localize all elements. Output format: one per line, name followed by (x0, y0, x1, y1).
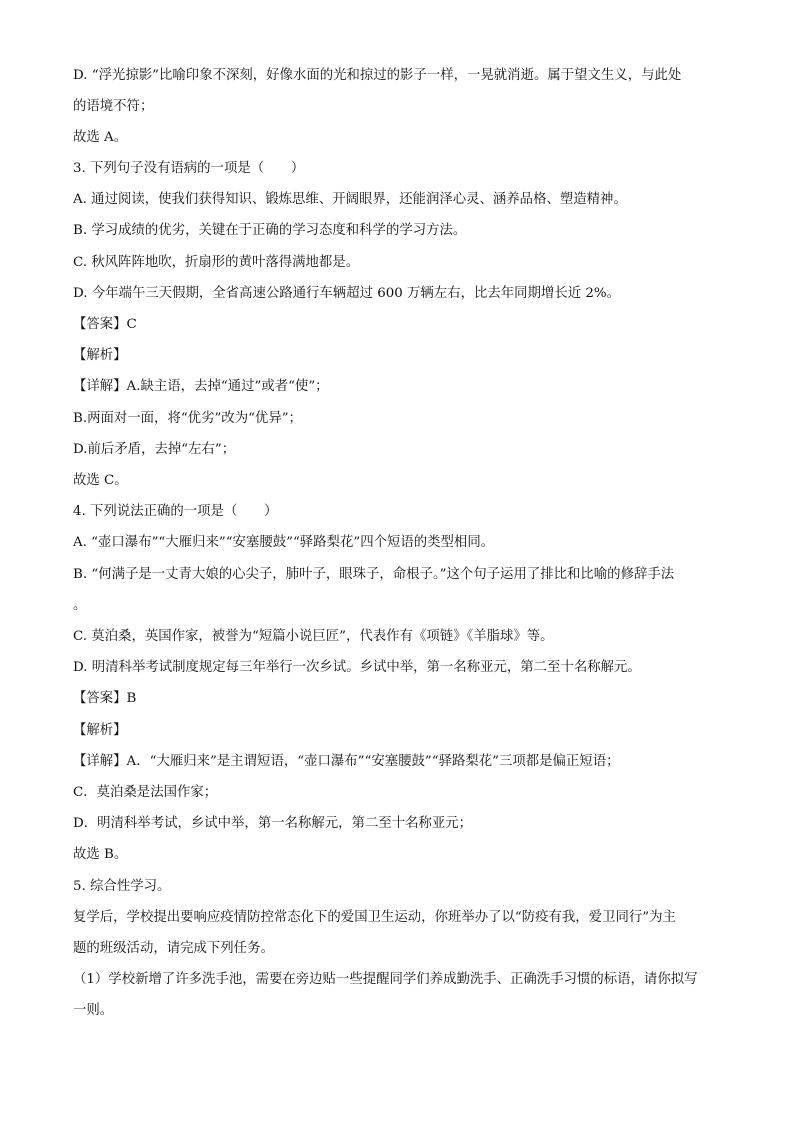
question-3-stem: 3. 下列句子没有语病的一项是（ ） (73, 161, 305, 176)
question-3-option-c: C. 秋风阵阵地吹，折扇形的黄叶落得满地都是。 (73, 255, 360, 270)
question-5-task-1-end: 一则。 (73, 1003, 114, 1018)
question-4-option-b: B. “何满子是一丈青大娘的心尖子，肺叶子，眼珠子，命根子。”这个句子运用了排比和比喻的修辞手法 (73, 567, 675, 582)
question-5-context: 复学后，学校提出要响应疫情防控常态化下的爱国卫生运动，你班举办了以“防疫有我，爱卫同行”为主 (73, 910, 676, 925)
line-d-fuguang: D. “浮光掠影”比喻印象不深刻，好像水面的光和掠过的影子一样，一晃就消逝。属于望文生义，与此处 (73, 68, 682, 83)
question-3-option-b: B. 学习成绩的优劣，关键在于正确的学习态度和科学的学习方法。 (73, 223, 467, 238)
conclusion-4: 故选 B。 (73, 847, 128, 862)
detail-3-d: D.前后矛盾，去掉“左右”； (73, 442, 236, 457)
analysis-tag-3: 【解析】 (73, 348, 127, 363)
question-4-option-a: A. “壶口瀑布”“大雁归来”“安塞腰鼓”“驿路梨花”四个短语的类型相同。 (73, 535, 495, 550)
question-3-option-a: A. 通过阅读，使我们获得知识、锻炼思维、开阔眼界，还能润泽心灵、涵养品格、塑造精神。 (73, 192, 627, 207)
question-4-option-c: C. 莫泊桑，英国作家，被誉为“短篇小说巨匠”，代表作有《项链》《羊脂球》等。 (73, 629, 554, 644)
detail-3-a: 【详解】A.缺主语，去掉“通过”或者“使”； (73, 379, 329, 394)
question-5-title: 5. 综合性学习。 (73, 879, 171, 894)
question-4-option-d: D. 明清科举考试制度规定每三年举行一次乡试。乡试中举，第一名称亚元，第二至十名称解元。 (73, 660, 641, 675)
detail-3-b: B.两面对一面，将“优劣”改为“优异”； (73, 411, 302, 426)
question-5-task-1: （1）学校新增了许多洗手池，需要在旁边贴一些提醒同学们养成勤洗手、正确洗手习惯的标语，请你拟写 (73, 972, 698, 987)
analysis-tag-4: 【解析】 (73, 723, 127, 738)
line-d-continued: 的语境不符； (73, 99, 154, 114)
answer-tag-4: 【答案】B (73, 691, 137, 706)
question-4-stem: 4. 下列说法正确的一项是（ ） (73, 504, 278, 519)
question-3-option-d: D. 今年端午三天假期，全省高速公路通行车辆超过 600 万辆左右，比去年同期增长近 2%。 (73, 286, 621, 301)
detail-4-a: 【详解】A．“大雁归来”是主谓短语，“壶口瀑布”“安塞腰鼓”“驿路梨花”三项都是偏正短语； (73, 754, 620, 769)
conclusion-3: 故选 C。 (73, 473, 128, 488)
question-4-option-b-end: 。 (73, 598, 87, 613)
detail-4-d: D．明清科举考试，乡试中举，第一名称解元，第二至十名称亚元； (73, 816, 473, 831)
question-5-context-end: 题的班级活动，请完成下列任务。 (73, 941, 274, 956)
answer-tag-3: 【答案】C (73, 317, 137, 332)
detail-4-c: C．莫泊桑是法国作家； (73, 785, 218, 800)
line-answer-a: 故选 A。 (73, 130, 128, 145)
